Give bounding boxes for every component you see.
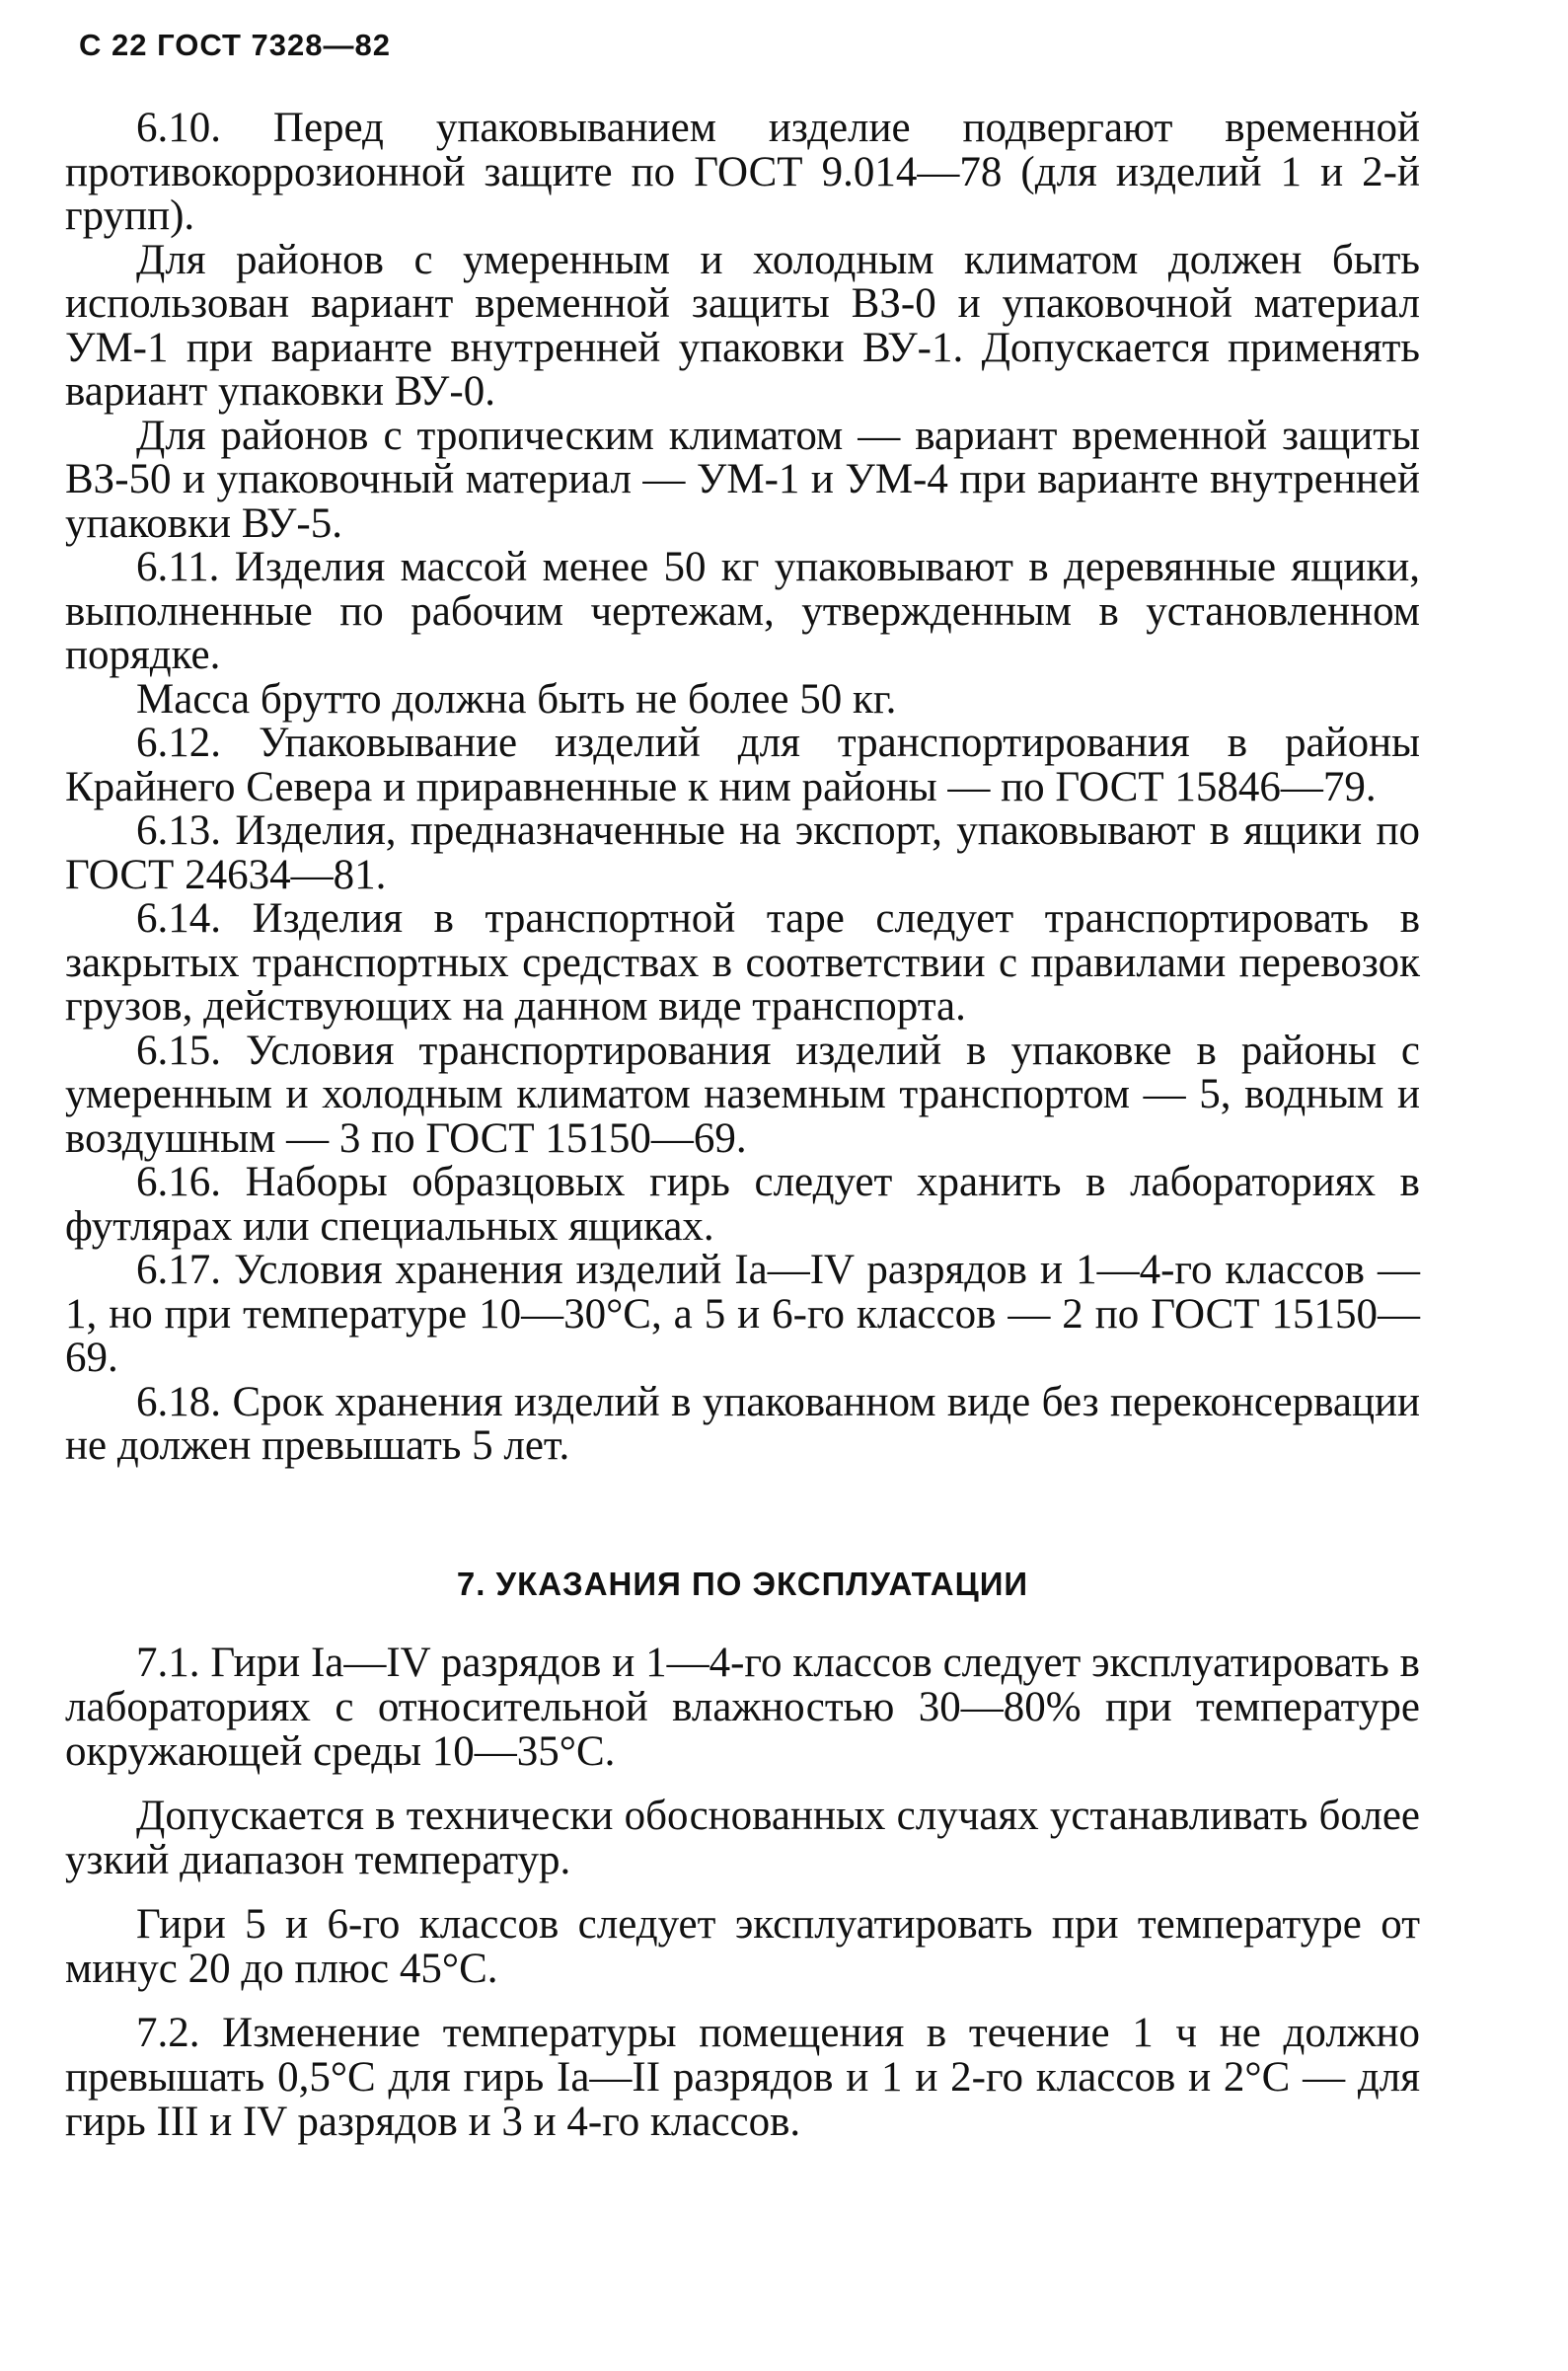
running-header: С 22 ГОСТ 7328—82 [79,28,391,62]
section-7-body [65,1641,1420,2144]
paragraph-6-12: 6.12. Упаковывание изделий для транспортирования в районы Крайнего Севера и приравненные к ним районы — по ГОСТ 15846—79. [65,720,1420,810]
paragraph-gross-mass: Масса брутто должна быть не более 50 кг. [136,675,897,723]
paragraph-class-5-6: Гири 5 и 6-го классов следует эксплуатировать при температуре от минус 20 до плюс 45°С. [65,1901,1420,1992]
paragraph-6-18: 6.18. Срок хранения изделий в упакованном виде без переконсервации не должен превышать 5 лет. [65,1378,1420,1469]
paragraph-6-11: 6.11. Изделия массой менее 50 кг упаковывают в деревянные ящики, выполненные по рабочим чертежам, утвержденным в установленном порядке. [65,544,1420,678]
paragraph-7-1: 7.1. Гири Iа—IV разрядов и 1—4-го классов следует эксплуатировать в лабораториях с относительной влажностью 30—80% при температуре окружающей среды 10—35°С. [65,1640,1420,1775]
section-6-body [65,107,1420,1469]
paragraph-7-2: 7.2. Изменение температуры помещения в течение 1 ч не должно превышать 0,5°С для гирь Iа—II разрядов и 1 и 2-го классов и 2°С — для гирь III и IV разрядов и 3 и 4-го классов. [65,2010,1420,2145]
paragraph-6-15: 6.15. Условия транспортирования изделий в упаковке в районы с умеренным и холодным климатом наземным транспортом — 5, водным и воздушным — 3 по ГОСТ 15150—69. [65,1027,1420,1162]
paragraph-temperate-climate: Для районов с умеренным и холодным климатом должен быть использован вариант временной защиты ВЗ-0 и упаковочной материал УМ-1 при варианте внутренней упаковки ВУ-1. Допускается применять вариант упаковки ВУ-0. [65,236,1420,415]
paragraph-narrow-range: Допускается в технически обоснованных случаях устанавливать более узкий диапазон температур. [65,1793,1420,1883]
paragraph-6-13: 6.13. Изделия, предназначенные на экспорт, упаковывают в ящики по ГОСТ 24634—81. [65,807,1420,898]
paragraph-6-14: 6.14. Изделия в транспортной таре следует транспортировать в закрытых транспортных средствах в соответствии с правилами перевозок грузов, действующих на данном виде транспорта. [65,895,1420,1030]
paragraph-6-10: 6.10. Перед упаковыванием изделие подвергают временной противокоррозионной защите по ГОСТ 9.014—78 (для изделий 1 и 2-й групп). [65,105,1420,239]
section-7-heading: 7. УКАЗАНИЯ ПО ЭКСПЛУАТАЦИИ [456,1566,1029,1602]
paragraph-6-17: 6.17. Условия хранения изделий Iа—IV разрядов и 1—4-го классов — 1, но при температуре 10—30°С, а 5 и 6-го классов — 2 по ГОСТ 15150—69. [65,1247,1420,1381]
paragraph-tropical-climate: Для районов с тропическим климатом — вариант временной защиты ВЗ-50 и упаковочный материал — УМ-1 и УМ-4 при варианте внутренней упаковки ВУ-5. [65,412,1420,547]
paragraph-6-16: 6.16. Наборы образцовых гирь следует хранить в лабораториях в футлярах или специальных ящиках. [65,1159,1420,1250]
